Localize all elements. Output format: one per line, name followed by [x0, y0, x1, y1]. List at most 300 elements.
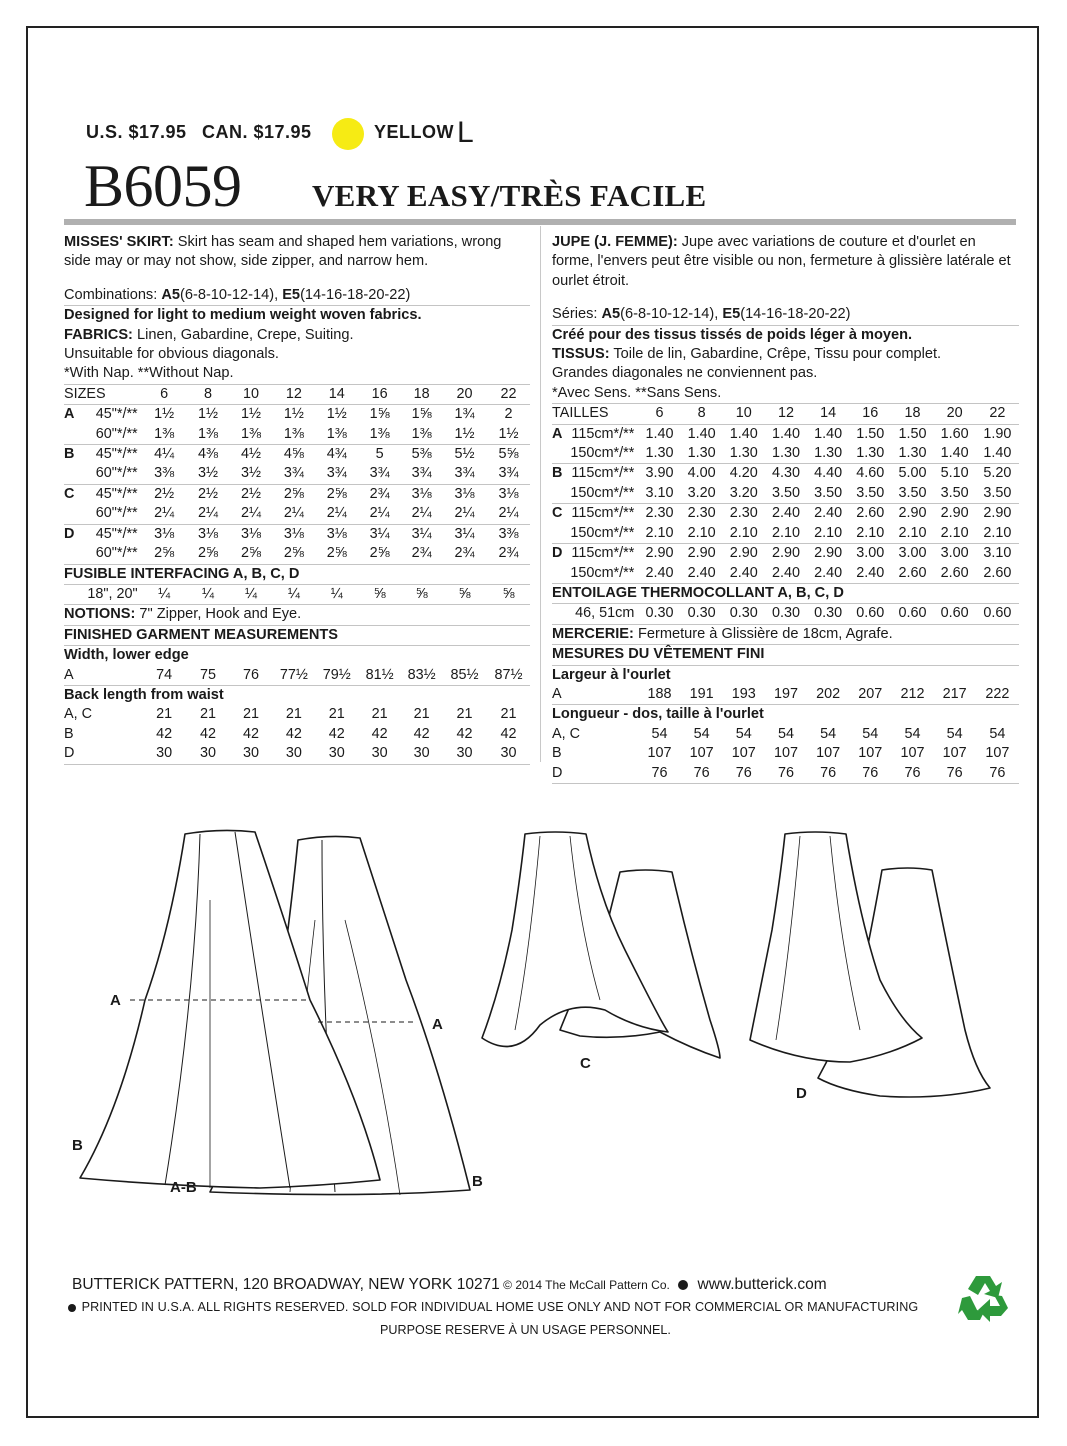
measurement-cell: 76 [976, 764, 1019, 784]
finished-title-fr: MESURES DU VÊTEMENT FINI [552, 645, 1019, 665]
fabric-width: 115cm*/** [571, 425, 635, 442]
fabric-width: 115cm*/** [571, 505, 635, 522]
yardage-cell: 1⅝ [369, 406, 390, 423]
measurement-cell: 107 [731, 745, 756, 762]
size-header: 18 [891, 404, 933, 424]
measurement-row [64, 725, 530, 744]
size-header: 10 [230, 385, 273, 405]
interfacing-cell: 0.60 [976, 604, 1019, 624]
yardage-cell: 2⅝ [142, 544, 187, 564]
yardage-row [552, 524, 1019, 544]
measurement-cell: 107 [858, 745, 883, 762]
yardage-cell: 2.90 [814, 545, 843, 562]
price-us: U.S. $17.95 [86, 122, 187, 142]
fabric-width: 45"*/** [95, 525, 138, 542]
interfacing-cell: ¼ [315, 585, 358, 605]
yardage-cell: 1.40 [934, 444, 976, 464]
sizes-label: SIZES [64, 385, 142, 405]
fabrics: FABRICS: Linen, Gabardine, Crepe, Suiting. [64, 326, 354, 343]
yardage-cell: 3.50 [765, 484, 807, 504]
view-letter [552, 444, 568, 464]
yardage-row [552, 424, 1019, 444]
measurement-cell: 76 [891, 764, 933, 784]
finished-title: FINISHED GARMENT MEASUREMENTS [64, 626, 530, 646]
website-link[interactable]: www.butterick.com [693, 1276, 827, 1293]
yardage-cell: 2.30 [645, 505, 674, 522]
interfacing-cell: 0.30 [723, 604, 765, 624]
unsuitable: Unsuitable for obvious diagonals. [64, 346, 279, 363]
measurement-cell: 54 [904, 725, 921, 742]
width-title-fr: Largeur à l'ourlet [552, 666, 671, 683]
width-table-fr [552, 685, 1019, 705]
measurement-cell: 30 [272, 744, 315, 764]
sizes-label: TAILLES [552, 404, 638, 424]
measurement-row [552, 685, 1019, 705]
yardage-cell: 2.90 [940, 505, 969, 522]
desc-text-fr: Jupe avec variations de couture et d'ourlet en forme, l'envers peut être visible ou non, fermeture à glissière latérale et ourlet étroit. [552, 234, 1011, 289]
width-title: Width, lower edge [64, 647, 189, 664]
size-header: 20 [934, 404, 976, 424]
desc-title: MISSES' SKIRT: [64, 234, 174, 250]
measurement-cell: 42 [456, 725, 473, 742]
yardage-cell: 1.30 [765, 444, 807, 464]
yardage-table [64, 385, 530, 565]
yardage-cell: 2.90 [983, 505, 1012, 522]
yardage-cell: 1.30 [849, 444, 891, 464]
yardage-cell: 3¼ [369, 525, 390, 542]
yardage-cell: 1⅜ [315, 425, 358, 445]
width-table [64, 666, 530, 686]
yardage-cell: 2¾ [401, 544, 442, 564]
fabric-width: 60"*/** [82, 544, 141, 564]
yardage-cell: 1.30 [723, 444, 765, 464]
yardage-cell: 1.90 [983, 425, 1012, 442]
measurement-cell: 42 [413, 725, 430, 742]
label-b-front: B [72, 1137, 83, 1154]
yardage-cell: 1⅝ [411, 406, 432, 423]
yardage-cell: 5⅜ [411, 446, 432, 463]
yardage-cell: 1¾ [454, 406, 475, 423]
yardage-cell: 2.40 [849, 564, 891, 584]
fabric-width: 150cm*/** [568, 444, 638, 464]
measurement-cell: 42 [371, 725, 388, 742]
size-header: 8 [187, 385, 230, 405]
yardage-cell: 1.40 [729, 425, 758, 442]
yardage-cell: 2 [504, 406, 513, 423]
measurement-row [64, 705, 530, 724]
yardage-cell: 3⅛ [154, 525, 175, 542]
interfacing-cell: ⅝ [487, 585, 530, 605]
measurement-cell: 54 [989, 725, 1006, 742]
yardage-cell: 2¼ [358, 504, 401, 524]
yardage-cell: 4.30 [771, 465, 800, 482]
interfacing-width: 46, 51cm [552, 604, 638, 624]
measurement-cell: 30 [142, 744, 187, 764]
measurement-cell: 21 [156, 706, 173, 723]
fabric-width: 150cm*/** [568, 564, 638, 584]
combinations: Combinations: A5(6-8-10-12-14), E5(14-16-18-20-22) [64, 286, 530, 306]
size-letter: L [457, 116, 475, 149]
yardage-cell: 2.30 [687, 505, 716, 522]
measurement-cell: 42 [200, 725, 217, 742]
measurement-cell: 76 [681, 764, 723, 784]
yardage-cell: 1.30 [638, 444, 680, 464]
yardage-cell: 1.30 [891, 444, 933, 464]
fabric-width: 45"*/** [95, 446, 138, 463]
fabric-width: 60"*/** [82, 425, 141, 445]
yardage-cell: 1½ [283, 406, 304, 423]
yardage-cell: 3⅛ [240, 525, 261, 542]
size-header: 8 [681, 404, 723, 424]
fabric-weight: Designed for light to medium weight woven fabrics. [64, 307, 422, 324]
measurement-cell: 107 [647, 745, 672, 762]
french-column [552, 233, 1019, 784]
measurement-cell: 30 [187, 744, 230, 764]
interfacing-cell: ⅝ [442, 585, 487, 605]
yardage-cell: 5.10 [940, 465, 969, 482]
measurement-cell: 87½ [487, 666, 530, 686]
yardage-cell: 4.20 [729, 465, 758, 482]
size-header: 16 [849, 404, 891, 424]
yardage-cell: 2.60 [934, 564, 976, 584]
view-letter [552, 524, 568, 544]
yardage-cell: 1.40 [687, 425, 716, 442]
measurement-cell: 107 [773, 745, 798, 762]
measurement-cell: 81½ [358, 666, 401, 686]
yardage-cell: 3⅛ [498, 485, 519, 502]
yardage-cell: 3¾ [358, 464, 401, 484]
yardage-cell: 2⅝ [187, 544, 230, 564]
fabrics-fr: TISSUS: Toile de lin, Gabardine, Crêpe, Tissu pour complet. [552, 346, 942, 363]
yardage-cell: 2.10 [891, 524, 933, 544]
yardage-cell: 2.10 [638, 524, 680, 544]
view-letter [64, 544, 82, 564]
view-letter [552, 564, 568, 584]
yardage-cell: 3¼ [454, 525, 475, 542]
footer-company: BUTTERICK PATTERN, 120 BROADWAY, NEW YORK 10271 © 2014 The McCall Pattern Co. www.butterick.com [72, 1276, 827, 1293]
yardage-cell: 2.10 [849, 524, 891, 544]
bullet-icon [68, 1304, 76, 1312]
size-header: 22 [487, 385, 530, 405]
yardage-cell: 1.50 [856, 425, 885, 442]
yardage-cell: 2¼ [442, 504, 487, 524]
length-table [64, 705, 530, 764]
view-letter: D [552, 545, 563, 562]
color-dot [332, 118, 364, 150]
yardage-cell: 2¾ [369, 485, 390, 502]
measurement-cell: 107 [942, 745, 967, 762]
measurement-cell: 107 [689, 745, 714, 762]
yardage-cell: 3⅛ [326, 525, 347, 542]
yardage-row [552, 564, 1019, 584]
yardage-cell: 4¾ [326, 446, 347, 463]
view-letter: B [552, 465, 563, 482]
view-letter: C [552, 505, 563, 522]
yardage-cell: 3⅛ [198, 525, 219, 542]
yardage-cell: 2⅝ [326, 485, 347, 502]
interfacing-row [552, 604, 1019, 624]
size-header: 14 [315, 385, 358, 405]
recycle-icon [956, 1272, 1010, 1324]
description-fr [552, 233, 1019, 291]
measurement-row [64, 744, 530, 764]
yardage-cell: 1.60 [940, 425, 969, 442]
yardage-cell: 2⅝ [272, 544, 315, 564]
yardage-cell: 2¼ [187, 504, 230, 524]
fabric-width: 150cm*/** [568, 484, 638, 504]
view-label: D [64, 744, 142, 764]
yardage-cell: 4⅝ [283, 446, 304, 463]
yardage-cell: 3½ [187, 464, 230, 484]
fabric-width: 150cm*/** [568, 524, 638, 544]
measurement-cell: 107 [985, 745, 1010, 762]
size-header: 12 [272, 385, 315, 405]
measurement-row [552, 725, 1019, 744]
series: Séries: A5(6-8-10-12-14), E5(14-16-18-20-22) [552, 305, 1019, 325]
size-header: 6 [638, 404, 680, 424]
difficulty-label: VERY EASY/TRÈS FACILE [312, 178, 707, 213]
yardage-cell: 2⅝ [358, 544, 401, 564]
yardage-row [64, 464, 530, 484]
header-bar [64, 219, 1016, 225]
measurement-cell: 21 [371, 706, 388, 723]
yardage-cell: 2¼ [315, 504, 358, 524]
size-header: 22 [976, 404, 1019, 424]
interfacing-cell: 0.60 [891, 604, 933, 624]
unsuitable-fr: Grandes diagonales ne conviennent pas. [552, 365, 818, 382]
measurement-cell: 21 [200, 706, 217, 723]
yardage-row [552, 544, 1019, 564]
measurement-cell: 107 [816, 745, 841, 762]
yardage-cell: 3⅛ [283, 525, 304, 542]
measurement-row [552, 744, 1019, 763]
measurement-cell: 30 [401, 744, 442, 764]
yardage-cell: 3¾ [487, 464, 530, 484]
yardage-cell: 3¼ [411, 525, 432, 542]
yardage-cell: 3.50 [976, 484, 1019, 504]
measurement-cell: 54 [693, 725, 710, 742]
yardage-cell: 2.40 [765, 564, 807, 584]
yardage-cell: 3.10 [638, 484, 680, 504]
measurement-cell: 21 [242, 706, 259, 723]
measurement-cell: 85½ [442, 666, 487, 686]
measurement-cell: 30 [230, 744, 273, 764]
yardage-row [64, 425, 530, 445]
yardage-cell: 2⅝ [315, 544, 358, 564]
yardage-cell: 2¼ [272, 504, 315, 524]
yardage-cell: 2.10 [934, 524, 976, 544]
yardage-cell: 1.40 [645, 425, 674, 442]
desc-text: Skirt has seam and shaped hem variations, wrong side may or may not show, side zipper, and narrow hem. [64, 234, 502, 270]
measurement-cell: 54 [777, 725, 794, 742]
notions-fr: MERCERIE: Fermeture à Glissière de 18cm, Agrafe. [552, 625, 1019, 645]
yardage-cell: 3⅛ [411, 485, 432, 502]
yardage-cell: 4¼ [154, 446, 175, 463]
interfacing-cell: 0.60 [934, 604, 976, 624]
yardage-cell: 2¼ [401, 504, 442, 524]
footer-rights-fr: PURPOSE RESERVE À UN USAGE PERSONNEL. [380, 1323, 671, 1337]
view-letter [64, 504, 82, 524]
nap-note: *With Nap. **Without Nap. [64, 364, 530, 384]
yardage-cell: 3.10 [983, 545, 1012, 562]
yardage-cell: 2.40 [814, 505, 843, 522]
yardage-cell: 5½ [454, 446, 475, 463]
yardage-cell: 1½ [154, 406, 175, 423]
measurement-cell: 83½ [401, 666, 442, 686]
yardage-row [64, 544, 530, 564]
yardage-cell: 2.90 [729, 545, 758, 562]
measurement-cell: 42 [156, 725, 173, 742]
interfacing-title-fr: ENTOILAGE THERMOCOLLANT A, B, C, D [552, 584, 1019, 604]
view-label: A [552, 685, 638, 705]
yardage-cell: 3.00 [898, 545, 927, 562]
measurement-cell: 197 [765, 685, 807, 705]
measurement-row [64, 666, 530, 686]
size-header-row [552, 404, 1019, 424]
yardage-cell: 1½ [326, 406, 347, 423]
yardage-cell: 2.40 [807, 564, 849, 584]
yardage-cell: 2.10 [723, 524, 765, 544]
yardage-cell: 2¾ [487, 544, 530, 564]
view-letter: C [64, 485, 75, 502]
yardage-cell: 4.00 [687, 465, 716, 482]
measurement-cell: 21 [328, 706, 345, 723]
yardage-cell: 3.50 [849, 484, 891, 504]
yardage-cell: 2.60 [856, 505, 885, 522]
yardage-cell: 2.40 [771, 505, 800, 522]
yardage-cell: 2.10 [807, 524, 849, 544]
measurement-cell: 191 [681, 685, 723, 705]
yardage-cell: 2½ [198, 485, 219, 502]
measurement-cell: 76 [765, 764, 807, 784]
bullet-icon [678, 1280, 688, 1290]
interfacing-width: 18", 20" [64, 585, 142, 605]
measurement-cell: 76 [934, 764, 976, 784]
yardage-cell: 2.10 [976, 524, 1019, 544]
interfacing-row [64, 585, 530, 605]
column-divider [540, 226, 541, 762]
measurement-cell: 30 [487, 744, 530, 764]
yardage-cell: 5 [375, 446, 384, 463]
yardage-table-fr [552, 404, 1019, 584]
yardage-cell: 2.30 [729, 505, 758, 522]
measurement-cell: 54 [651, 725, 668, 742]
label-d: D [796, 1085, 807, 1102]
yardage-cell: 1.40 [814, 425, 843, 442]
price-can: CAN. $17.95 [202, 122, 312, 142]
pattern-number: B6059 [84, 153, 242, 219]
measurement-cell: 79½ [315, 666, 358, 686]
size-header: 16 [358, 385, 401, 405]
yardage-cell: 5⅝ [498, 446, 519, 463]
measurement-cell: 54 [862, 725, 879, 742]
measurement-cell: 76 [807, 764, 849, 784]
view-letter [552, 484, 568, 504]
yardage-row [64, 405, 530, 425]
label-a-back: A [432, 1016, 443, 1033]
view-label: B [552, 745, 562, 762]
measurement-cell: 21 [456, 706, 473, 723]
footer-rights: PRINTED IN U.S.A. ALL RIGHTS RESERVED. SOLD FOR INDIVIDUAL HOME USE ONLY AND NOT FOR COMMERCIAL OR MANUFACTURING [68, 1300, 918, 1314]
interfacing-title: FUSIBLE INTERFACING A, B, C, D [64, 565, 530, 585]
measurement-cell: 54 [735, 725, 752, 742]
nap-note-fr: *Avec Sens. **Sans Sens. [552, 384, 1019, 404]
size-header-row [64, 385, 530, 405]
yardage-cell: 3.50 [934, 484, 976, 504]
size-header: 10 [723, 404, 765, 424]
fabric-width: 45"*/** [95, 485, 138, 502]
interfacing-cell: ¼ [272, 585, 315, 605]
measurement-cell: 75 [187, 666, 230, 686]
interfacing-cell: 0.30 [638, 604, 680, 624]
measurement-cell: 222 [976, 685, 1019, 705]
yardage-cell: 4½ [240, 446, 261, 463]
yardage-cell: 2.90 [645, 545, 674, 562]
yardage-cell: 3.00 [940, 545, 969, 562]
view-label: A [64, 666, 142, 686]
yardage-cell: 2¼ [142, 504, 187, 524]
measurement-cell: 21 [413, 706, 430, 723]
color-name: YELLOW [374, 122, 454, 142]
yardage-cell: 1⅜ [142, 425, 187, 445]
yardage-cell: 2.10 [681, 524, 723, 544]
view-letter: A [552, 425, 563, 442]
measurement-cell: 30 [358, 744, 401, 764]
interfacing-table-fr [552, 604, 1019, 624]
measurement-cell: 74 [142, 666, 187, 686]
yardage-row [552, 444, 1019, 464]
fabric-weight-fr: Créé pour des tissus tissés de poids léger à moyen. [552, 326, 913, 343]
yardage-cell: 2.90 [898, 505, 927, 522]
yardage-cell: 3⅛ [454, 485, 475, 502]
measurement-cell: 42 [242, 725, 259, 742]
yardage-row [64, 484, 530, 504]
yardage-cell: 2.60 [891, 564, 933, 584]
view-label: A, C [552, 725, 580, 742]
yardage-cell: 1.50 [898, 425, 927, 442]
yardage-cell: 1½ [442, 425, 487, 445]
yardage-cell: 2.90 [771, 545, 800, 562]
measurement-cell: 30 [315, 744, 358, 764]
measurement-cell: 42 [285, 725, 302, 742]
label-ab: A-B [170, 1179, 197, 1196]
yardage-cell: 3¾ [401, 464, 442, 484]
yardage-cell: 1.40 [771, 425, 800, 442]
fabric-width: 60"*/** [82, 464, 141, 484]
view-label: D [552, 764, 638, 784]
length-title: Back length from waist [64, 686, 224, 703]
fabric-width: 115cm*/** [571, 545, 635, 562]
measurement-cell: 54 [946, 725, 963, 742]
yardage-cell: 1.30 [807, 444, 849, 464]
yardage-cell: 1⅜ [272, 425, 315, 445]
yardage-cell: 3½ [230, 464, 273, 484]
yardage-cell: 1½ [487, 425, 530, 445]
label-b-back: B [472, 1173, 483, 1190]
description [64, 233, 530, 272]
measurement-cell: 76 [849, 764, 891, 784]
size-header: 14 [807, 404, 849, 424]
interfacing-cell: 0.30 [765, 604, 807, 624]
yardage-cell: 1⅜ [230, 425, 273, 445]
interfacing-cell: 0.60 [849, 604, 891, 624]
yardage-row [552, 504, 1019, 524]
yardage-cell: 2⅝ [283, 485, 304, 502]
yardage-cell: 3.20 [723, 484, 765, 504]
yardage-cell: 2⅝ [230, 544, 273, 564]
fabric-width: 45"*/** [95, 406, 138, 423]
measurement-cell: 54 [820, 725, 837, 742]
